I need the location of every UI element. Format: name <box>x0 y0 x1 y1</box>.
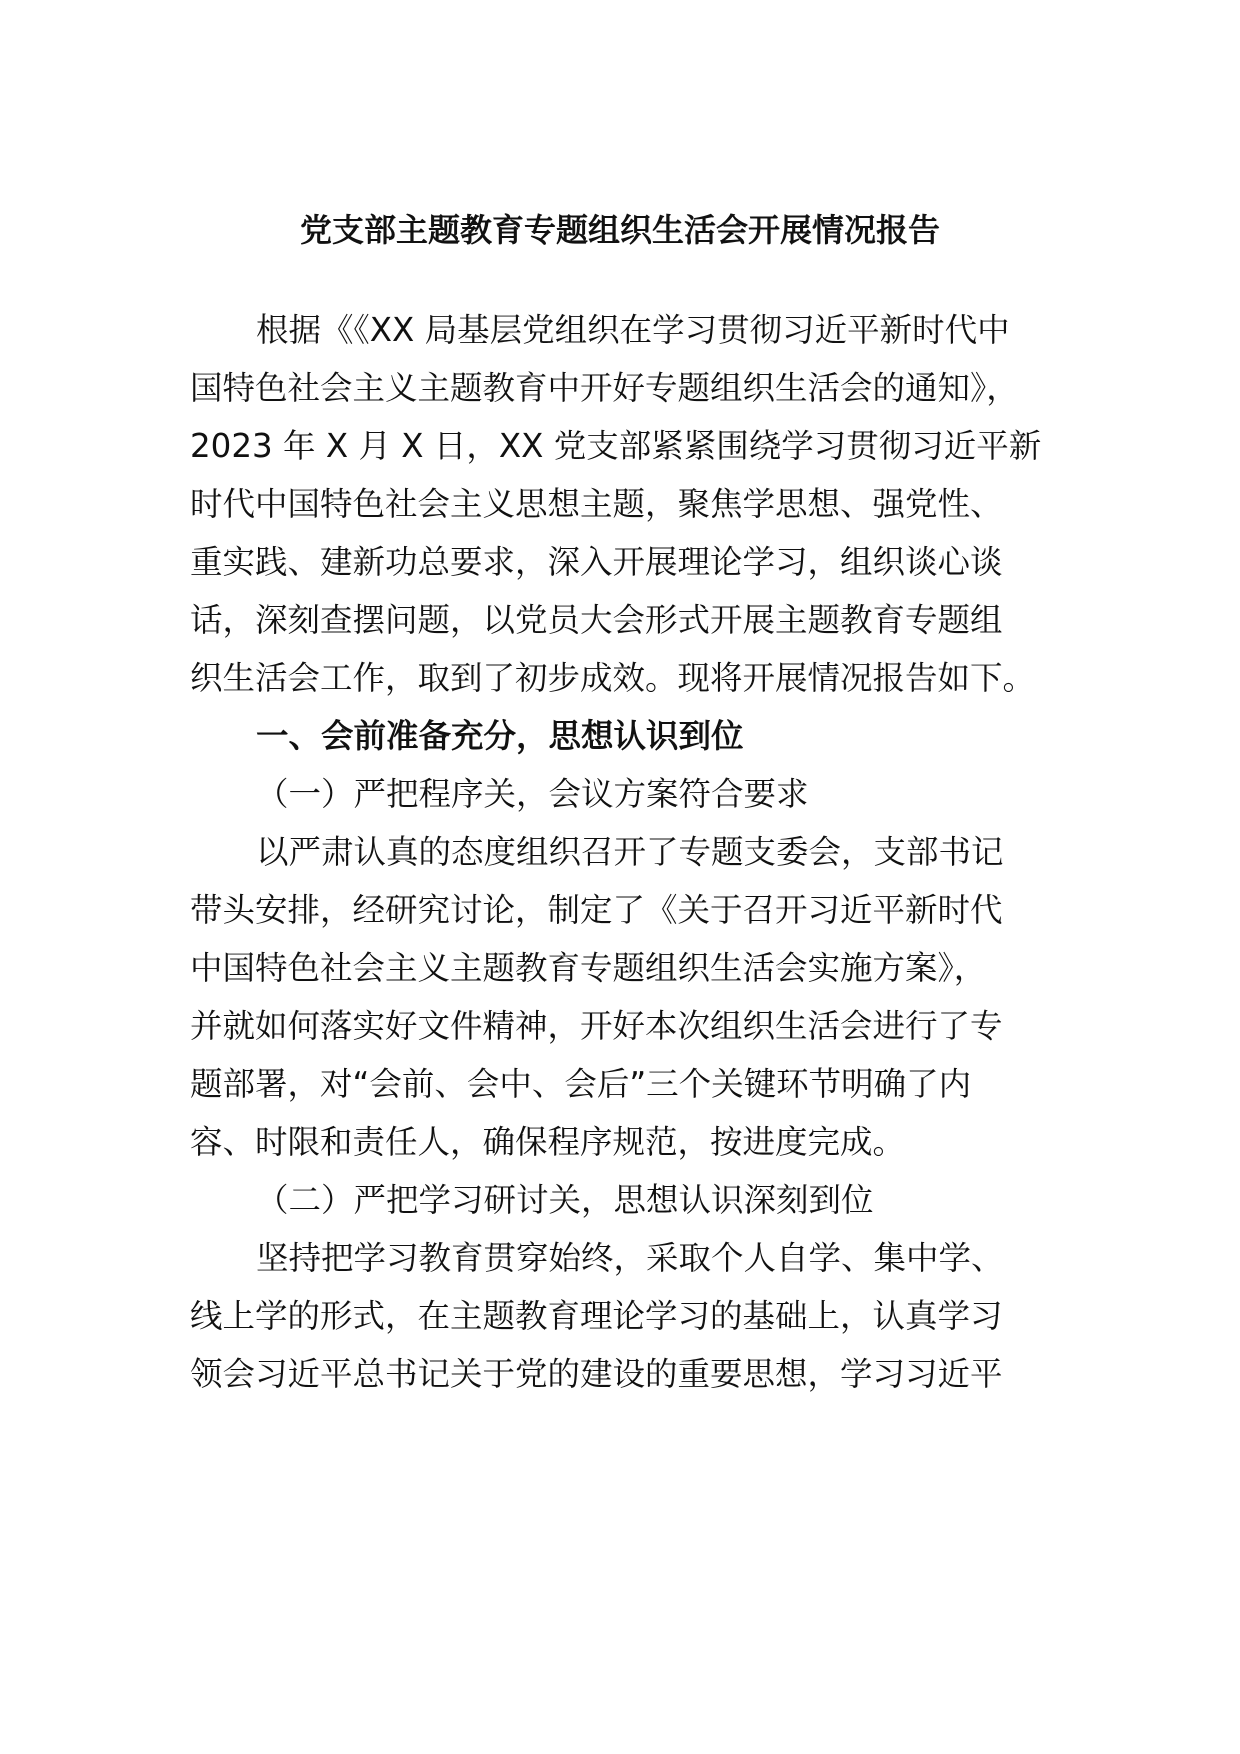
paragraph-line: 中国特色社会主义主题教育专题组织生活会实施方案》， <box>190 949 987 987</box>
subsection-heading: （二）严把学习研讨关，思想认识深刻到位 <box>256 1181 874 1219</box>
paragraph-line: 坚持把学习教育贯穿始终，采取个人自学、集中学、 <box>256 1239 1004 1277</box>
subsection-heading: （一）严把程序关，会议方案符合要求 <box>256 775 809 813</box>
paragraph-line: 领会习近平总书记关于党的建设的重要思想，学习习近平 <box>190 1355 1003 1393</box>
section-heading: 一、会前准备充分，思想认识到位 <box>256 717 744 755</box>
paragraph-line: 重实践、建新功总要求，深入开展理论学习，组织谈心谈 <box>190 543 1003 581</box>
paragraph-line: 题部署，对“会前、会中、会后”三个关键环节明确了内 <box>190 1065 972 1103</box>
paragraph-line: 2023 年 X 月 X 日，XX 党支部紧紧围绕学习贯彻习近平新 <box>190 427 1042 465</box>
paragraph-line: 国特色社会主义主题教育中开好专题组织生活会的通知》， <box>190 369 1019 407</box>
paragraph-line: 线上学的形式，在主题教育理论学习的基础上，认真学习 <box>190 1297 1003 1335</box>
paragraph-line: 话，深刻查摆问题，以党员大会形式开展主题教育专题组 <box>190 601 1003 639</box>
paragraph-line: 带头安排，经研究讨论，制定了《关于召开习近平新时代 <box>190 891 1003 929</box>
paragraph-line: 并就如何落实好文件精神，开好本次组织生活会进行了专 <box>190 1007 1003 1045</box>
paragraph-line: 时代中国特色社会主义思想主题，聚焦学思想、强党性、 <box>190 485 1003 523</box>
paragraph-line: 容、时限和责任人，确保程序规范，按进度完成。 <box>190 1123 906 1161</box>
document-title: 党支部主题教育专题组织生活会开展情况报告 <box>299 211 940 249</box>
paragraph-line: 以严肃认真的态度组织召开了专题支委会，支部书记 <box>256 833 1004 871</box>
paragraph-line: 根据《《XX 局基层党组织在学习贯彻习近平新时代中 <box>256 311 1010 349</box>
paragraph-line: 织生活会工作，取到了初步成效。现将开展情况报告如下。 <box>190 659 1036 697</box>
